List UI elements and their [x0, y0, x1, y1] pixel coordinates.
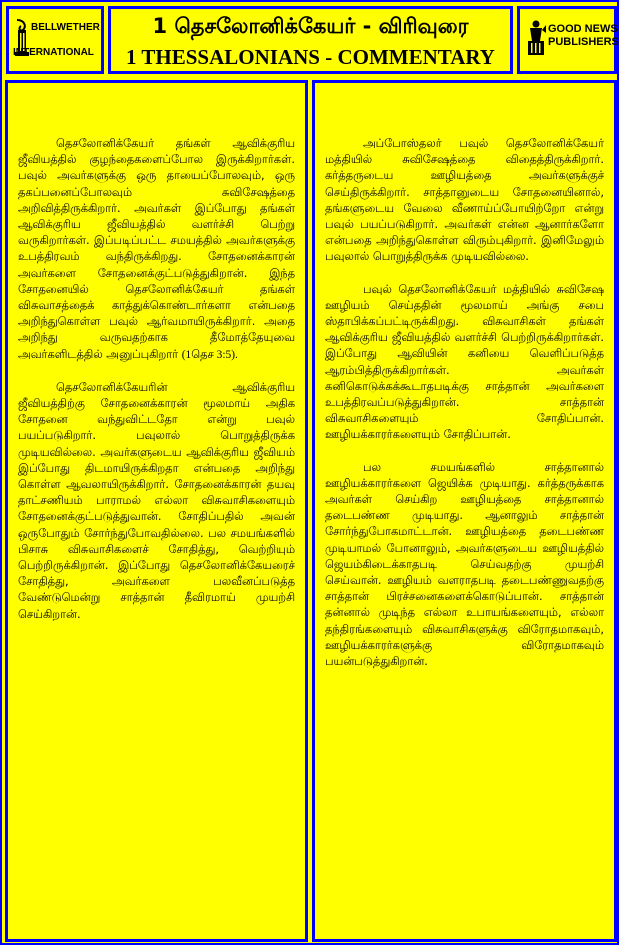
- logo-line2: INTERNATIONAL: [13, 47, 94, 58]
- logo-line2: PUBLISHERS: [548, 36, 619, 48]
- paragraph-text: தெசலோனிக்கேயர் தங்கள் ஆவிக்குரிய ஜீவியத்தில் குழந்தைகளைப்போல இருக்கிறார்கள். பவுல் அவர்களுக்கு ஒரு தாயைப்போலவும், ஒரு தகப்பனைப்போலவும் சுவிசேஷத்தை அறிவித்திருக்கிறார். அவர்கள் இப்போது தங்கள் ஆவிக்குரிய ஜீவியத்தில் வளர்ச்சி பெற்று வருகிறார்கள். இப்படிப்பட்ட சமயத்தில் அவர்களுக்கு உபத்திரவம் வந்திருக்கிறது. சோதனைக்காரன் அவர்களை சோதனைக்குட்படுத்துகிறான். இந்த சோதனையில் தெசலோனிக்கேயர் தங்கள் விசுவாசத்தைக் காத்துக்கொண்டார்களா என்பதை அறிந்துகொள்ள பவுல் ஆர்வமாயிருக்கிறார். அதை அறிந்து வருவதற்காக தீமோத்தேயுவை அவர்களிடத்தில் அனுப்புகிறார்: [18, 136, 295, 361]
- page-title-english: 1 THESSALONIANS - COMMENTARY: [126, 45, 495, 69]
- page-title-tamil: 1 தெசலோனிக்கேயர் - விரிவுரை: [152, 14, 469, 38]
- paragraph: [18, 135, 295, 363]
- good-news-logo: [517, 6, 617, 74]
- right-column-text: [325, 135, 604, 685]
- paragraph: அப்போஸ்தலர் பவுல் தெசலோனிக்கேயர் மத்தியில் சுவிசேஷத்தை விதைத்திருக்கிறார். கர்த்தருடைய ஊழியத்தை அவர்களுக்குச் செய்திருக்கிறார். சாத்தானுடைய சோதனையினால், தங்களுடைய வேலை வீணாய்ப்போயிற்றோ என்று பவுல் பயப்படுகிறார். அவர்கள் என்ன ஆனார்களோ என்பதை அறிந்துகொள்ள விரும்புகிறார். இனிமேலும் பவுலால் பொறுத்திருக்க முடியவில்லை.: [325, 136, 604, 264]
- trumpet-angel-icon: [526, 19, 546, 59]
- left-column: [5, 80, 308, 942]
- logo-line1: BELLWETHER: [31, 22, 100, 33]
- paragraph: தெசலோனிக்கேயரின் ஆவிக்குரிய ஜீவியத்திற்கு சோதனைக்காரன் மூலமாய் அதிக சோதனை வந்துவிட்டதோ என்று பவுல் பயப்படுகிறார். பவுலால் பொறுத்திருக்க முடியவில்லை. அவர்களுடைய ஆவிக்குரிய ஜீவியம் இப்போது திடமாயிருக்கிறதா என்பதை அறிந்து கொள்ள ஆவலாயிருக்கிறார். சோதனைக்காரன் தயவு தாட்சணியம் பாராமல் எல்லா விசுவாசிகளையும் சோதனைக்குட்படுத்துவான். சோதிப்பதில் அவன் ஒருபோதும் சோர்ந்துபோவதில்லை. பல சமயங்களில் பிசாசு விசுவாசிகளைச் சோதித்து, வெற்றியும் பெற்றிருக்கிறான். இப்போது தெசலோனிக்கேயரைச் சோதித்து, அவர்களை பலவீனப்படுத்த வேண்டுமென்று சாத்தான் தீவிரமாய் முயற்சி செய்கிறான்.: [18, 379, 295, 621]
- bellwether-logo: [6, 6, 104, 74]
- paragraph: பல சமயங்களில் சாத்தானால் ஊழியக்காரர்களை ஜெயிக்க முடியாது. கர்த்தருக்காக அவர்கள் செய்கிற ஊழியத்தை சாத்தானால் தடைபண்ண முடியாது. ஆனாலும் சாத்தான் சோர்ந்துபோகமாட்டான். ஊழியத்தை தடைபண்ண முடியாமல் போனாலும், அவர்களுடைய ஊழியத்தில் ஜெயம்கிடைக்காதபடி செய்வதற்கு முயற்சி செய்வான். ஊழியம் வளராதபடி தடைபண்ணுவதற்கு சாத்தான் பிரச்சனைகளைக்கொடுப்பான். சாத்தான் தன்னால் முடிந்த எல்லா உபாயங்களையும், எல்லா தந்திரங்களையும் விசுவாசிகளுக்கு விரோதமாகவும், ஊழியக்காரர்களுக்கு விரோதமாகவும் பயன்படுத்துகிறான்.: [325, 459, 604, 669]
- scripture-reference: (1தெச 3:5).: [181, 348, 238, 361]
- logo-text-good-news: [548, 23, 619, 49]
- title-box: [108, 6, 513, 74]
- header: [4, 4, 619, 78]
- left-column-text: [18, 135, 295, 638]
- logo-line1: GOOD NEWS: [548, 23, 618, 35]
- right-column: [312, 80, 617, 942]
- paragraph: பவுல் தெசலோனிக்கேயர் மத்தியில் சுவிசேஷ ஊழியம் செய்ததின் மூலமாய் அங்கு சபை ஸ்தாபிக்கப்பட்டிருக்கிறது. விசுவாசிகள் தங்கள் ஆவிக்குரிய ஜீவியத்தில் வளர்ச்சி பெற்றிருக்கிறார்கள். இப்போது ஆவியின் கனியை வெளிப்படுத்த ஆரம்பித்திருக்கிறார்கள். அவர்கள் கனிகொடுக்கக்கூடாதபடிக்கு சாத்தான் அவர்களை உபத்திரவப்படுத்துகிறான். சாத்தான் விசுவாசிகளையும் சோதிப்பான். ஊழியக்காரர்களையும் சோதிப்பான்.: [325, 281, 604, 442]
